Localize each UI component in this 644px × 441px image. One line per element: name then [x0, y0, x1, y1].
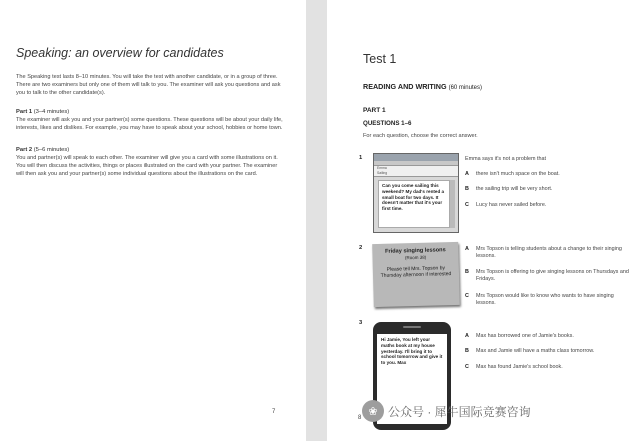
question-3-option-b: B Max and Jamie will have a maths class tomorrow. [465, 348, 595, 354]
part1-heading [16, 109, 69, 115]
question-1-number: 1 [359, 155, 363, 161]
question-3-number: 3 [359, 320, 363, 326]
notice-room: (Room 38) [404, 254, 427, 261]
part2-heading [16, 147, 69, 153]
watermark-text: 公众号 · 犀牛国际竞赛咨询 [388, 404, 531, 419]
question-1-option-b: B the sailing trip will be very short. [465, 186, 553, 192]
part2-text: You and partner(s) will speak to each other. The examiner will give you a card with some illustrations on it. You will then discuss the activities, things or places illustrated on the card with your partner. The examiner will then ask you and your partner(s) some individual questions about the illustrations on the card. [16, 155, 278, 177]
question-2-option-a: A Mrs Topson is telling students about a change to their singing lessons. [465, 246, 622, 259]
section-duration: (60 minutes) [448, 85, 482, 91]
email-body: Can you come sailing this weekend? My dad's rented a small boat for two days. It doesn't matter that it's your first time. [378, 180, 450, 228]
email-from: Emma [377, 166, 387, 170]
part1-text: The examiner will ask you and your partner(s) some questions. These questions will be about your daily life, interests, likes and dislikes. For example, you may have to speak about your school, hobbies or home town. [16, 117, 283, 131]
part-heading: PART 1 [363, 107, 386, 114]
part2-heading-label: Part 2 [16, 147, 33, 153]
question-1-option-c: C Lucy has never sailed before. [465, 202, 547, 208]
section-name: READING AND WRITING [363, 82, 447, 91]
part2-duration: (5–6 minutes) [33, 147, 70, 153]
speaking-title: Speaking: an overview for candidates [16, 46, 224, 60]
question-3-option-a: A Max has borrowed one of Jamie's books. [465, 333, 574, 339]
questions-heading: QUESTIONS 1–6 [363, 120, 412, 127]
question-1-option-a: A there isn't much space on the boat. [465, 171, 560, 177]
email-window [373, 153, 459, 233]
notice-title: Friday singing lessons [385, 247, 446, 255]
wechat-icon: ❀ [362, 400, 384, 422]
page-gutter [306, 0, 327, 441]
left-page-number: 7 [272, 409, 276, 415]
question-2-option-b: B Mrs Topson is offering to give singing lessons on Thursdays and Fridays. [465, 269, 629, 282]
part1-duration: (3–4 minutes) [33, 109, 70, 115]
part1-heading-label: Part 1 [16, 109, 33, 115]
speaking-intro: The Speaking test lasts 8–10 minutes. You will take the test with another candidate, or in a group of three. There are two examiners but only one of them will talk to you. The examiner will ask you questions and ask you to talk to the other candidate(s). [16, 74, 281, 96]
email-header [374, 166, 458, 177]
right-page-number: 8 [358, 415, 362, 421]
email-subject: Sailing [377, 171, 388, 175]
notice-card [372, 242, 460, 307]
test-title: Test 1 [363, 52, 397, 66]
left-page [0, 0, 306, 441]
email-title-bar [374, 154, 458, 161]
section-heading [363, 82, 482, 91]
phone-screen-text: Hi Jamie, You left your maths book at my house yesterday. I'll bring it to school tomorrow and give it to you. Max [377, 334, 447, 424]
instruction-text: For each question, choose the correct answer. [363, 133, 478, 139]
question-2-option-c: C Mrs Topson would like to know who wants to have singing lessons. [465, 293, 614, 306]
question-3-option-c: C Max has found Jamie's school book. [465, 364, 563, 370]
email-scrollbar [450, 180, 455, 228]
question-2-number: 2 [359, 245, 363, 251]
right-page [327, 0, 644, 441]
question-1-intro: Emma says it's not a problem that [465, 156, 547, 162]
watermark [362, 400, 640, 422]
notice-message: Please tell Mrs. Topson by Thursday afternoon if interested [380, 265, 452, 279]
phone-speaker-icon [403, 326, 421, 328]
